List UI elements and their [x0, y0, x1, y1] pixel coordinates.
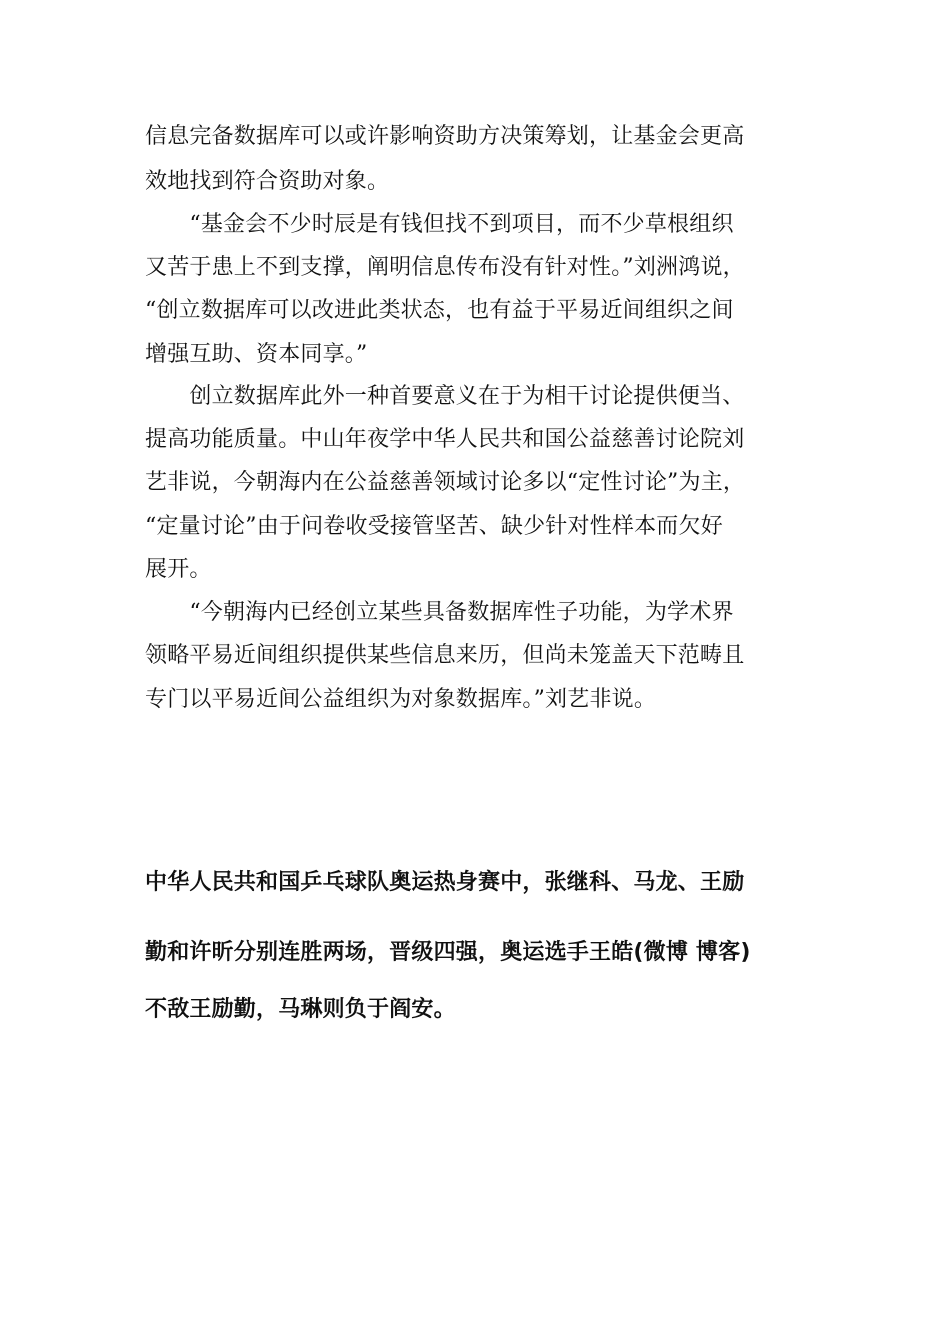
news-line: 中华人民共和国乒乓球队奥运热身赛中，张继科、马龙、王励	[145, 870, 745, 895]
article-line: 信息完备数据库可以或许影响资助方决策筹划，让基金会更高	[145, 124, 745, 149]
article-line: 提高功能质量。中山年夜学中华人民共和国公益慈善讨论院刘	[145, 427, 745, 452]
article-line: 领略平易近间组织提供某些信息来历，但尚未笼盖天下范畴且	[145, 643, 745, 668]
article-line: “创立数据库可以改进此类状态，也有益于平易近间组织之间	[145, 298, 734, 323]
article-line: “定量讨论”由于问卷收受接管坚苦、缺少针对性样本而欠好	[145, 514, 723, 539]
article-line: “基金会不少时辰是有钱但找不到项目，而不少草根组织	[145, 212, 734, 237]
article-line: 创立数据库此外一种首要意义在于为相干讨论提供便当、	[145, 384, 745, 409]
news-line: 不敌王励勤，马琳则负于阎安。	[145, 997, 456, 1022]
article-line: 专门以平易近间公益组织为对象数据库。”刘艺非说。	[145, 687, 657, 712]
article-line: 效地找到符合资助对象。	[145, 169, 390, 194]
article-line: 展开。	[145, 557, 212, 582]
article-line: 增强互助、资本同享。”	[145, 342, 368, 367]
article-line: “今朝海内已经创立某些具备数据库性子功能，为学术界	[145, 600, 734, 625]
article-line: 艺非说，今朝海内在公益慈善领域讨论多以“定性讨论”为主，	[145, 470, 746, 495]
news-line: 勤和许昕分别连胜两场，晋级四强，奥运选手王皓(微博 博客)	[145, 940, 751, 965]
article-line: 又苦于患上不到支撑，阐明信息传布没有针对性。”刘洲鸿说，	[145, 255, 745, 280]
